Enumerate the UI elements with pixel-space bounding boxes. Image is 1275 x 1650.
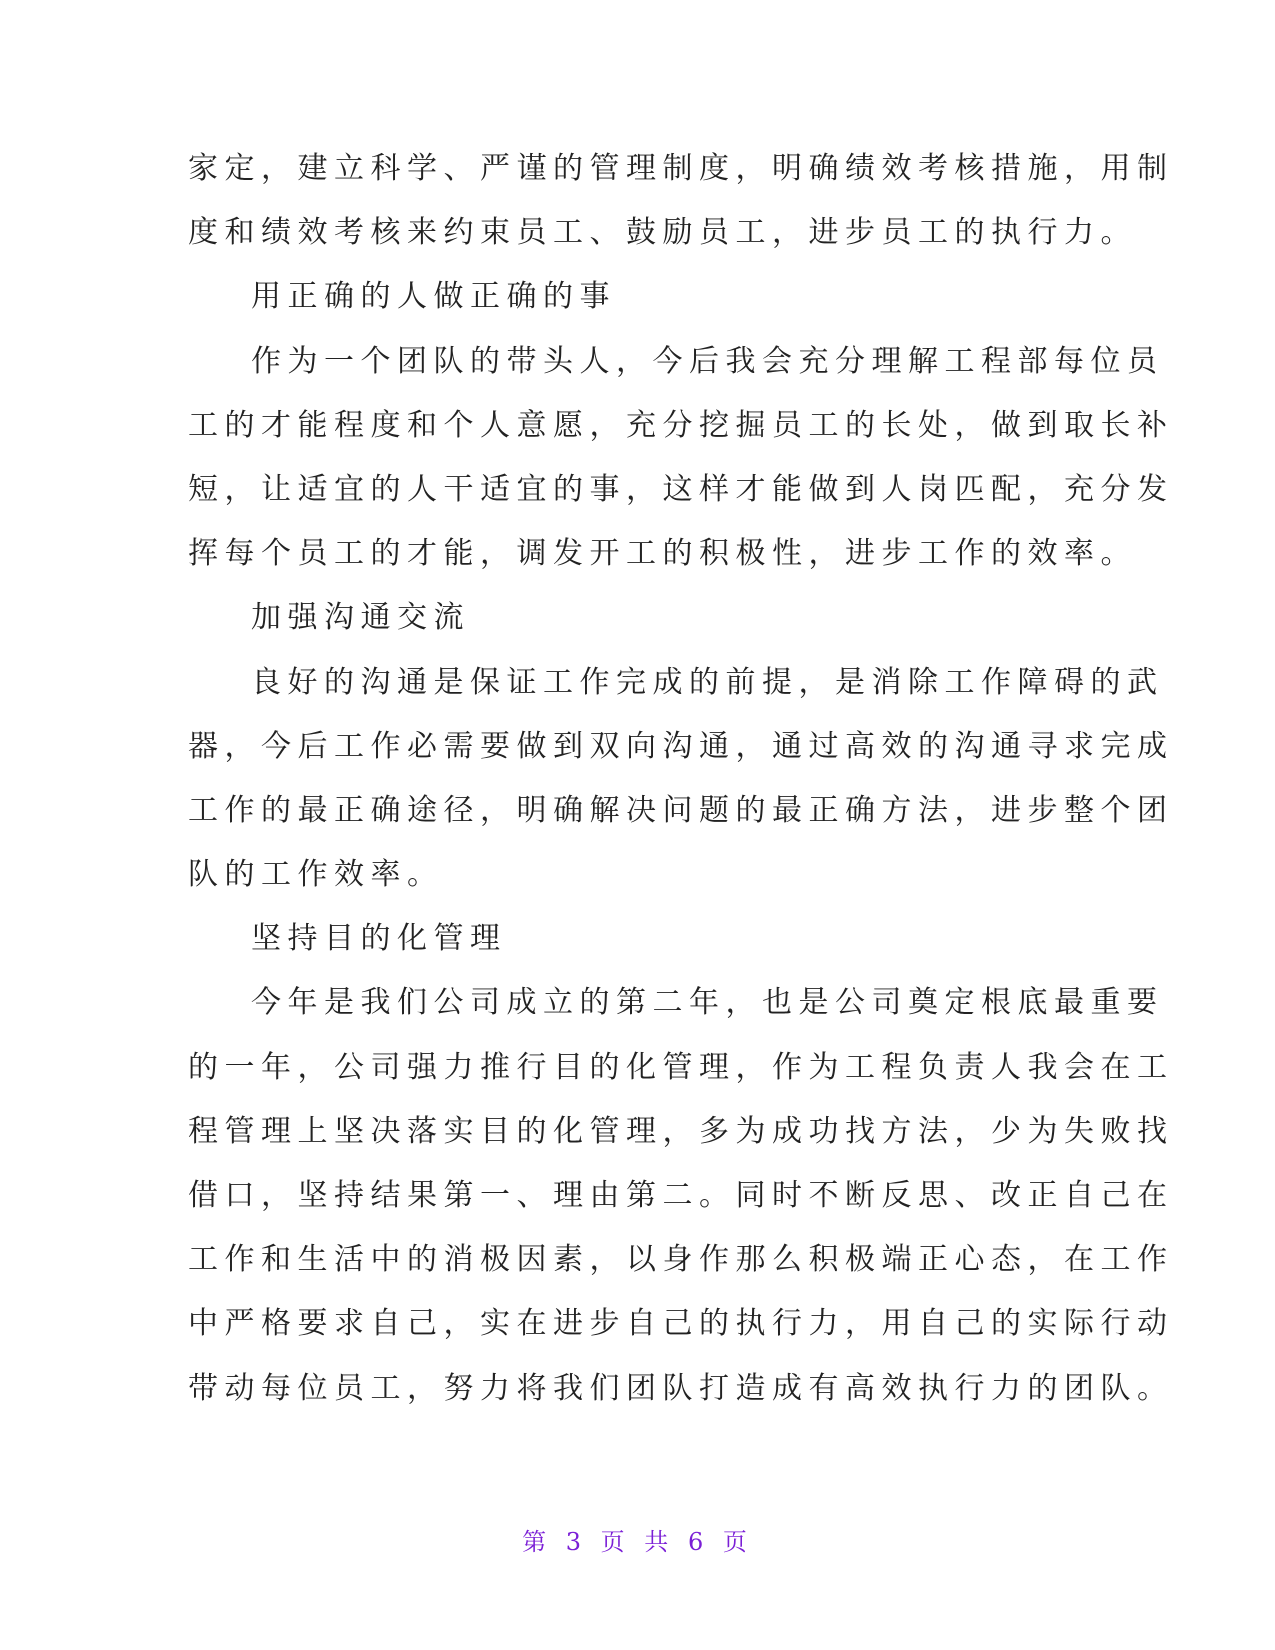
text-line: 短，让适宜的人干适宜的事，这样才能做到人岗匹配，充分发 bbox=[188, 471, 1174, 507]
section-heading: 加强沟通交流 bbox=[251, 600, 470, 636]
text-line: 器，今后工作必需要做到双向沟通，通过高效的沟通寻求完成 bbox=[188, 728, 1174, 764]
text-line: 带动每位员工，努力将我们团队打造成有高效执行力的团队。 bbox=[188, 1370, 1174, 1406]
text-line: 度和绩效考核来约束员工、鼓励员工，进步员工的执行力。 bbox=[188, 215, 1137, 251]
text-line: 今年是我们公司成立的第二年，也是公司奠定根底最重要 bbox=[251, 985, 1164, 1021]
text-line: 队的工作效率。 bbox=[188, 857, 444, 893]
section-heading: 用正确的人做正确的事 bbox=[251, 279, 616, 315]
text-line: 的一年，公司强力推行目的化管理，作为工程负责人我会在工 bbox=[188, 1049, 1174, 1085]
text-line: 借口，坚持结果第一、理由第二。同时不断反思、改正自己在 bbox=[188, 1178, 1174, 1213]
text-line: 程管理上坚决落实目的化管理，多为成功找方法，少为失败找 bbox=[188, 1113, 1174, 1149]
text-line: 中严格要求自己，实在进步自己的执行力，用自己的实际行动 bbox=[188, 1306, 1174, 1342]
document-body bbox=[188, 137, 1174, 1421]
text-line: 挥每个员工的才能，调发开工的积极性，进步工作的效率。 bbox=[188, 536, 1137, 572]
text-line: 工的才能程度和个人意愿，充分挖掘员工的长处，做到取长补 bbox=[188, 407, 1174, 443]
text-line: 作为一个团队的带头人，今后我会充分理解工程部每位员 bbox=[251, 343, 1164, 379]
text-line: 工作和生活中的消极因素，以身作那么积极端正心态，在工作 bbox=[188, 1242, 1174, 1278]
page-number-footer: 第 3 页 共 6 页 bbox=[522, 1528, 753, 1556]
text-line: 良好的沟通是保证工作完成的前提，是消除工作障碍的武 bbox=[251, 664, 1164, 700]
text-line: 家定，建立科学、严谨的管理制度，明确绩效考核措施，用制 bbox=[188, 151, 1174, 186]
section-heading: 坚持目的化管理 bbox=[251, 921, 507, 957]
text-line: 工作的最正确途径，明确解决问题的最正确方法，进步整个团 bbox=[188, 792, 1174, 828]
